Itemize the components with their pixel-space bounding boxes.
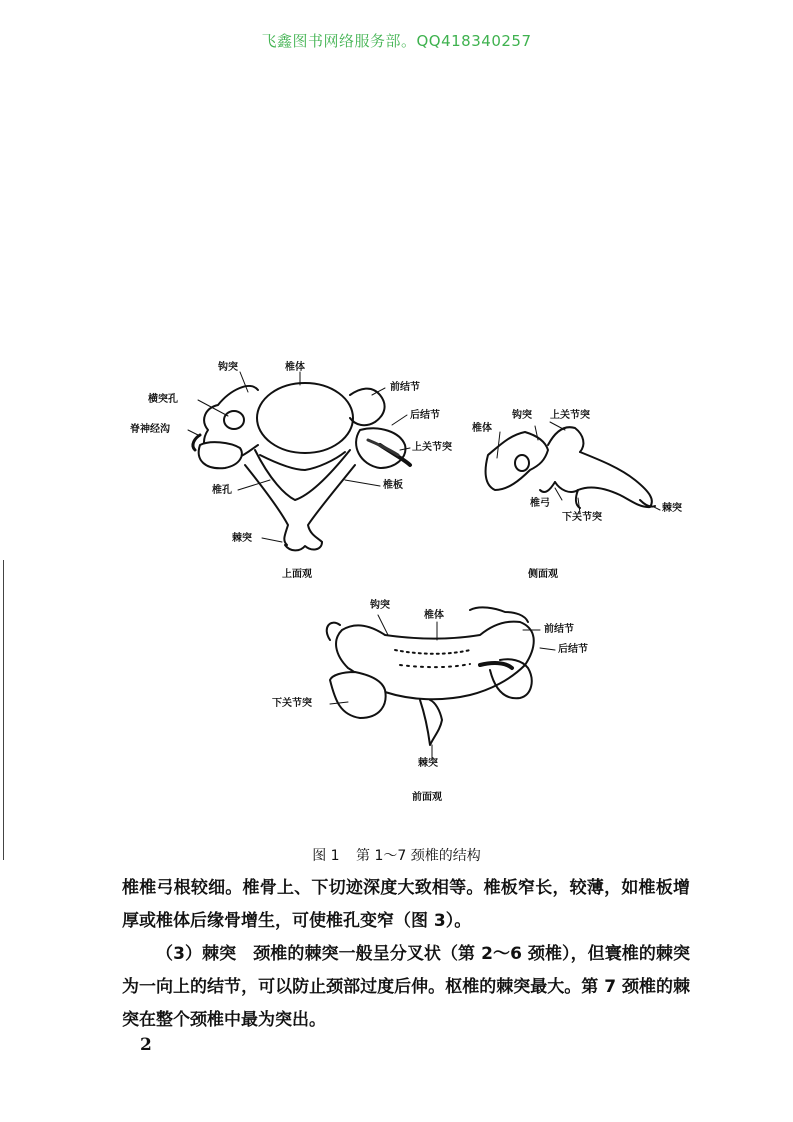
caption-front-view: 前面观 xyxy=(412,792,442,803)
page-number: 2 xyxy=(140,1035,152,1055)
label-front-inferior-articular: 下关节突 xyxy=(272,698,312,709)
label-side-inferior-articular: 下关节突 xyxy=(562,512,602,523)
label-top-transverse-foramen: 横突孔 xyxy=(148,394,178,405)
body-paragraph-1: 椎椎弓根较细。椎骨上、下切迹深度大致相等。椎板窄长，较薄，如椎板增厚或椎体后缘骨增生，可使椎孔变窄（图 3）。 xyxy=(122,878,690,931)
label-front-spinous: 棘突 xyxy=(418,758,438,769)
label-front-anterior-tubercle: 前结节 xyxy=(544,624,574,635)
vertebra-illustrations xyxy=(0,350,793,820)
label-side-spinous: 棘突 xyxy=(662,503,682,514)
label-side-pedicle: 椎弓 xyxy=(530,498,550,509)
top-view-drawing xyxy=(193,383,410,550)
figure-caption xyxy=(0,845,793,865)
body-paragraph-2: （3）棘突 颈椎的棘突一般呈分叉状（第 2～6 颈椎），但寰椎的棘突为一向上的结节，可以防止颈部过度后伸。枢椎的棘突最大。第 7 颈椎的棘突在整个颈椎中最为突出。 xyxy=(122,944,690,1030)
label-top-lamina: 椎板 xyxy=(383,480,403,491)
label-side-body: 椎体 xyxy=(472,423,492,434)
label-top-superior-articular: 上关节突 xyxy=(412,442,452,453)
label-front-uncinate: 钩突 xyxy=(370,600,390,611)
label-top-posterior-tubercle: 后结节 xyxy=(410,410,440,421)
label-top-body: 椎体 xyxy=(285,362,305,373)
label-top-vertebral-foramen: 椎孔 xyxy=(212,485,232,496)
vertebra-figure xyxy=(0,350,793,820)
label-top-spinous: 棘突 xyxy=(232,533,252,544)
figure-title: 第 1～7 颈椎的结构 xyxy=(356,848,481,864)
figure-number: 图 1 xyxy=(312,848,340,864)
caption-top-view: 上面观 xyxy=(282,569,312,580)
label-front-posterior-tubercle: 后结节 xyxy=(558,644,588,655)
label-side-uncinate: 钩突 xyxy=(512,410,532,421)
label-front-body: 椎体 xyxy=(424,610,444,621)
caption-side-view: 侧面观 xyxy=(528,569,558,580)
side-view-drawing xyxy=(486,427,655,508)
front-view-drawing xyxy=(327,607,534,745)
label-top-nerve-groove: 脊神经沟 xyxy=(130,424,170,435)
scan-edge-mark xyxy=(3,560,4,860)
label-side-superior-articular: 上关节突 xyxy=(550,410,590,421)
watermark: 飞鑫图书网络服务部。QQ418340257 xyxy=(261,32,532,50)
label-top-uncinate: 钩突 xyxy=(218,362,238,373)
label-top-anterior-tubercle: 前结节 xyxy=(390,382,420,393)
